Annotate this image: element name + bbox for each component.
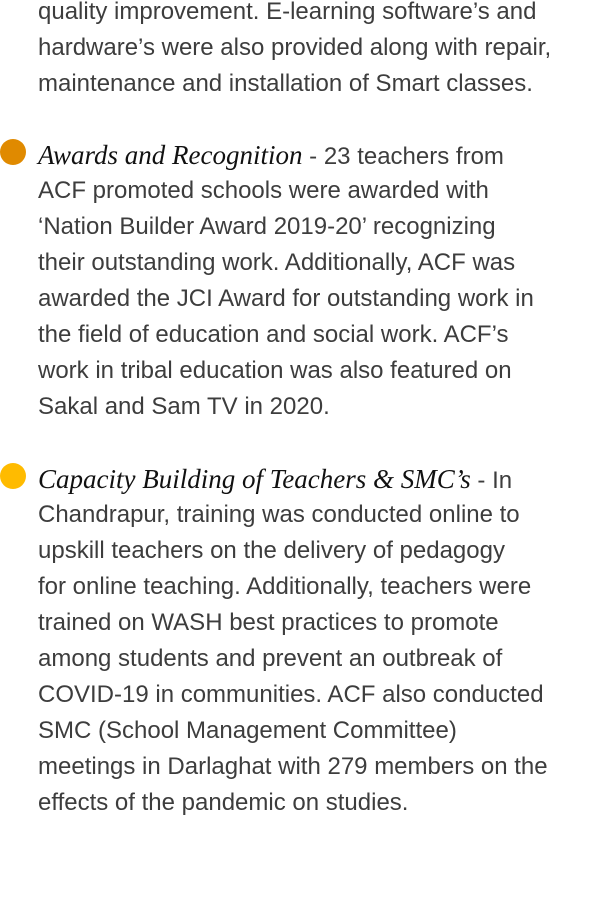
text-line: their outstanding work. Additionally, ACF was xyxy=(38,249,516,276)
text-line: the field of education and social work. ACF’s xyxy=(38,321,509,348)
text-line: SMC (School Management Committee) xyxy=(38,717,457,744)
text-line: hardware’s were also provided along with repair, xyxy=(38,34,552,61)
text-span: - In xyxy=(470,467,513,494)
text-line xyxy=(38,461,605,497)
text-span: - 23 teachers from xyxy=(302,143,504,170)
intro-paragraph xyxy=(38,0,605,102)
text-line xyxy=(38,137,605,173)
capacity-building-heading: Capacity Building of Teachers & SMC’s xyxy=(38,464,471,494)
text-line: Sakal and Sam TV in 2020. xyxy=(38,393,330,420)
text-line: maintenance and installation of Smart classes. xyxy=(38,70,533,97)
text-line: among students and prevent an outbreak of xyxy=(38,645,503,672)
awards-paragraph xyxy=(38,137,605,425)
bullet-icon xyxy=(0,139,26,165)
bullet-icon xyxy=(0,463,26,489)
text-line: ACF promoted schools were awarded with xyxy=(38,177,489,204)
text-line: work in tribal education was also featured on xyxy=(38,357,512,384)
text-line: for online teaching. Additionally, teachers were xyxy=(38,573,532,600)
text-line: COVID-19 in communities. ACF also conducted xyxy=(38,681,544,708)
awards-heading: Awards and Recognition xyxy=(38,140,303,170)
text-line: trained on WASH best practices to promote xyxy=(38,609,499,636)
text-line: meetings in Darlaghat with 279 members on the xyxy=(38,753,548,780)
text-line: effects of the pandemic on studies. xyxy=(38,789,409,816)
text-line: awarded the JCI Award for outstanding work in xyxy=(38,285,534,312)
text-line: Chandrapur, training was conducted online to xyxy=(38,501,520,528)
capacity-building-paragraph xyxy=(38,461,605,821)
text-line: quality improvement. E-learning software’s and xyxy=(38,0,537,25)
text-line: upskill teachers on the delivery of pedagogy xyxy=(38,537,505,564)
text-line: ‘Nation Builder Award 2019-20’ recognizing xyxy=(38,213,496,240)
